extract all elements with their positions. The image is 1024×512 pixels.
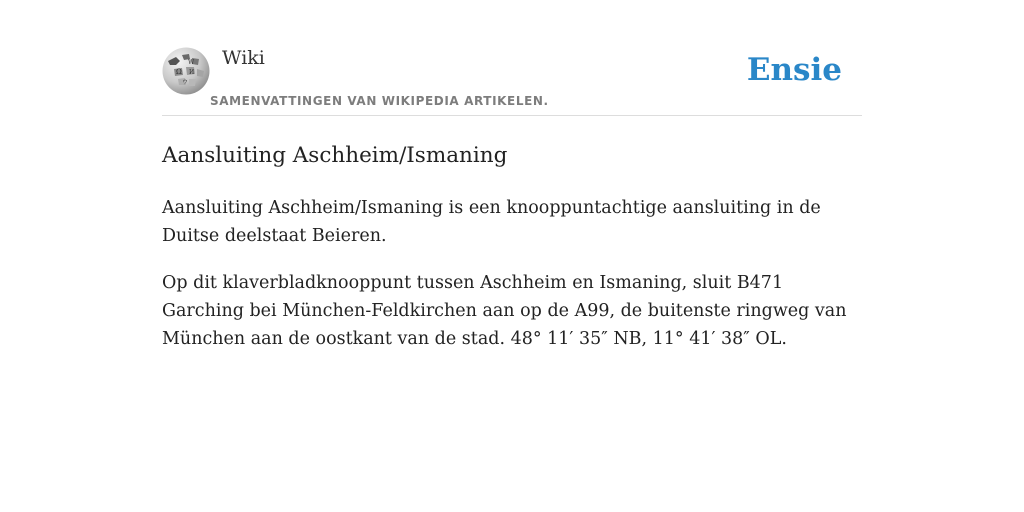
article-paragraph: Op dit klaverbladknooppunt tussen Aschheim en Ismaning, sluit B471 Garching bei München-Feldkirchen aan op de A99, de buitenste ringweg van München aan de oostkant van de stad. 48° 11′ 35″ NB, 11° 41′ 38″ OL. (162, 273, 847, 349)
svg-text:И: И (189, 69, 195, 76)
site-header (162, 0, 862, 116)
site-tagline: SAMENVATTINGEN VAN WIKIPEDIA ARTIKELEN. (210, 94, 549, 108)
svg-text:W: W (188, 59, 195, 66)
article-paragraph: Aansluiting Aschheim/Ismaning is een knooppuntachtige aansluiting in de Duitse deelstaat Beieren. (162, 198, 821, 246)
brand-logo-link[interactable]: Ensie (746, 52, 842, 88)
svg-text:ウ: ウ (182, 79, 189, 86)
article (162, 142, 862, 353)
wikipedia-globe-icon[interactable] (162, 47, 210, 95)
content-container (162, 0, 862, 353)
svg-text:Ω: Ω (176, 68, 182, 76)
article-title: Aansluiting Aschheim/Ismaning (162, 143, 508, 168)
site-name-link[interactable]: Wiki (222, 47, 265, 69)
